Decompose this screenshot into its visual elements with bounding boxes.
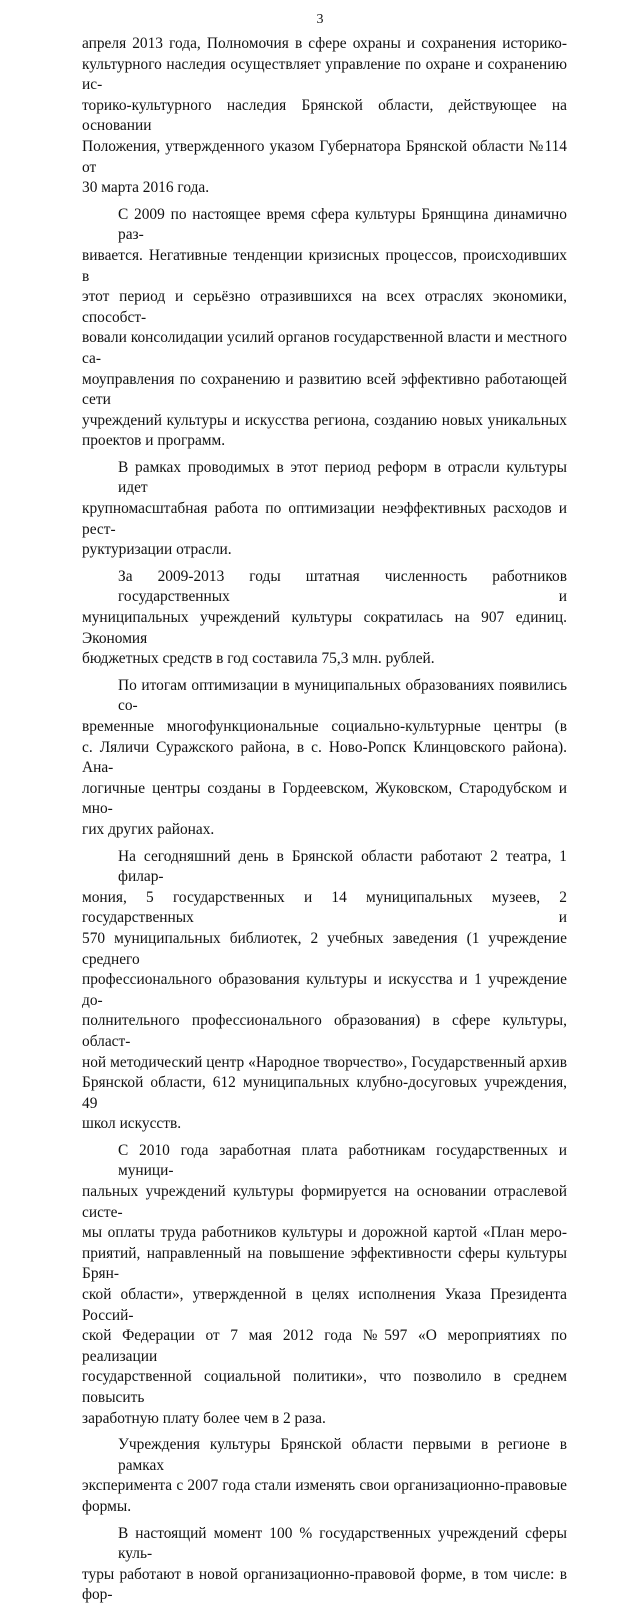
text-line: формы. — [82, 1497, 132, 1515]
text-line: С 2010 года заработная плата работникам государственных и муници- — [118, 1141, 567, 1180]
text-line: моуправления по сохранению и развитию всей эффективно работающей сети — [82, 370, 567, 409]
text-line: В рамках проводимых в этот период реформ в отрасли культуры идет — [118, 458, 567, 497]
paragraph — [82, 1141, 567, 1429]
text-line: Брянской области, 612 муниципальных клубно-досуговых учреждения, 49 — [82, 1074, 567, 1112]
text-line: профессионального образования культуры и искусства и 1 учреждение до- — [82, 971, 567, 1009]
text-line: ной методический центр «Народное творчество», Государственный архив — [82, 1053, 567, 1071]
text-line: торико-культурного наследия Брянской области, действующее на основании — [82, 96, 567, 135]
text-line: ской области», утвержденной в целях исполнения Указа Президента Россий- — [82, 1286, 567, 1324]
text-line: Положения, утвержденного указом Губернатора Брянской области №114 от — [82, 137, 567, 176]
text-line: пальных учреждений культуры формируется на основании отраслевой систе- — [82, 1183, 567, 1221]
text-line: государственной социальной политики», что позволило в среднем повысить — [82, 1368, 567, 1406]
text-line: этот период и серьёзно отразившихся на всех отраслях экономики, способст- — [82, 288, 567, 326]
text-line: ской Федерации от 7 мая 2012 года №597 «О мероприятиях по реализации — [82, 1327, 567, 1365]
paragraph — [82, 676, 567, 841]
text-line: апреля 2013 года, Полномочия в сфере охраны и сохранения историко- — [82, 35, 567, 52]
text-line: мы оплаты труда работников культуры и дорожной картой «План меро- — [82, 1224, 567, 1242]
text-line: заработную плату более чем в 2 раза. — [82, 1409, 326, 1427]
text-line: бюджетных средств в год составила 75,3 млн. рублей. — [82, 650, 435, 668]
text-line: с. Ляличи Суражского района, в с. Ново-Ропск Клинцовского района). Ана- — [82, 738, 567, 777]
text-line: В настоящий момент 100 % государственных учреждений сферы куль- — [118, 1524, 567, 1563]
text-line: 570 муниципальных библиотек, 2 учебных заведения (1 учреждение среднего — [82, 929, 567, 968]
text-line: мония, 5 государственных и 14 муниципальных музеев, 2 государственных и — [82, 888, 567, 927]
text-line: туры работают в новой организационно-правовой форме, в том числе: в фор- — [82, 1565, 567, 1604]
text-line: полнительного профессионального образования) в сфере культуры, област- — [82, 1012, 567, 1050]
text-line: За 2009-2013 годы штатная численность работников государственных и — [118, 567, 567, 606]
text-line: культурного наследия осуществляет управление по охране и сохранению ис- — [82, 55, 567, 94]
text-line: крупномасштабная работа по оптимизации неэффективных расходов и рест- — [82, 500, 567, 538]
paragraph — [82, 458, 567, 561]
paragraph — [82, 847, 567, 1135]
text-line: учреждений культуры и искусства региона, созданию новых уникальных — [82, 411, 567, 429]
text-line: проектов и программ. — [82, 432, 226, 450]
paragraph — [82, 34, 567, 199]
text-line: вовали консолидации усилий органов государственной власти и местного са- — [82, 329, 567, 367]
page-number: 3 — [316, 12, 324, 27]
text-line: временные многофункциональные социально-культурные центры (в — [82, 718, 567, 735]
text-line: По итогам оптимизации в муниципальных образованиях появились со- — [118, 676, 567, 715]
text-line: логичные центры созданы в Гордеевском, Жуковском, Стародубском и мно- — [82, 779, 567, 818]
text-line: приятий, направленный на повышение эффективности сферы культуры Брян- — [82, 1244, 567, 1283]
text-line: вивается. Негативные тенденции кризисных процессов, происходивших в — [82, 246, 567, 285]
paragraph — [82, 1435, 567, 1517]
text-line: Учреждения культуры Брянской области первыми в регионе в рамках — [118, 1436, 567, 1474]
text-line: школ искусств. — [82, 1115, 182, 1133]
text-line: С 2009 по настоящее время сфера культуры Брянщина динамично раз- — [118, 205, 567, 244]
paragraph — [82, 205, 567, 452]
text-line: 30 марта 2016 года. — [82, 179, 210, 197]
text-line: На сегодняшний день в Брянской области работают 2 театра, 1 филар- — [118, 847, 567, 886]
text-line: гих других районах. — [82, 820, 215, 838]
text-line: руктуризации отрасли. — [82, 541, 232, 559]
paragraph — [82, 567, 567, 670]
text-line: эксперимента с 2007 года стали изменять свои организационно-правовые — [82, 1477, 567, 1495]
paragraph — [82, 1524, 567, 1606]
text-line: муниципальных учреждений культуры сократилась на 907 единиц. Экономия — [82, 609, 567, 647]
document-body — [82, 34, 567, 1606]
